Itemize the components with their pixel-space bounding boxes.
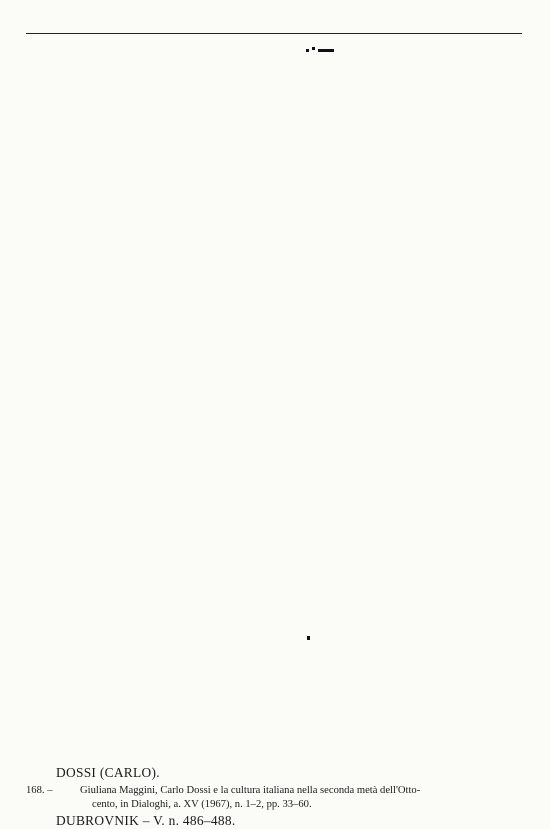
subject-heading: DUBROVNIK – V. n. 486–488. <box>56 813 236 828</box>
subject-heading: DOSSI (CARLO). <box>56 765 160 780</box>
entry-number: 168. – <box>26 785 53 796</box>
ink-mark <box>306 49 309 52</box>
page-header <box>26 15 522 34</box>
ink-mark <box>312 47 315 50</box>
ink-mark <box>318 49 334 52</box>
entry-citation: Giuliana Maggini, Carlo Dossi e la cultura italiana nella seconda metà dell'Otto- cento, in Dialoghi, a. XV (1967), n. 1–2, pp. 33–60. <box>80 785 421 810</box>
ink-mark <box>307 636 310 640</box>
